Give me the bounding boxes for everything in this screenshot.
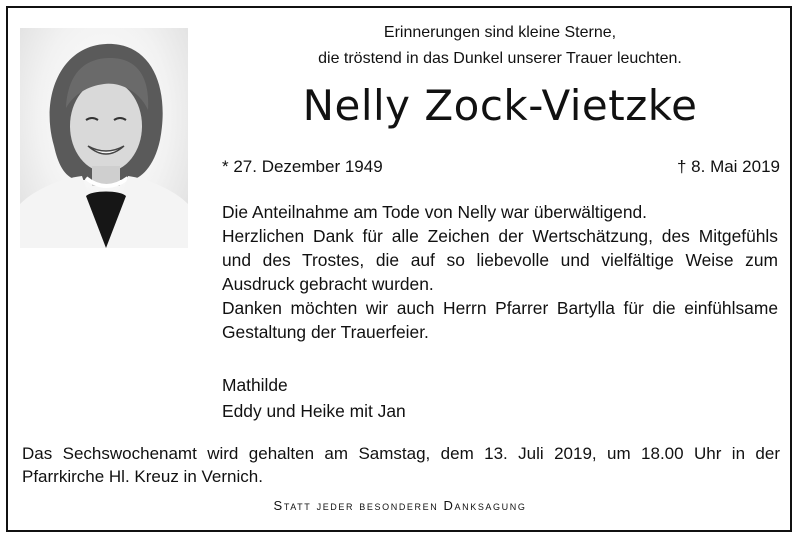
signatory-1: Mathilde	[222, 375, 288, 395]
signatory-2: Eddy und Heike mit Jan	[222, 401, 406, 421]
mass-notice: Das Sechswochenamt wird gehalten am Samstag, dem 13. Juli 2019, um 18.00 Uhr in der Pfarrkirche Hl. Kreuz in Vernich.	[22, 444, 780, 486]
death-date: † 8. Mai 2019	[676, 157, 780, 176]
birth-date: * 27. Dezember 1949	[222, 157, 383, 176]
thank-you-text	[222, 200, 778, 344]
paragraph-1: Die Anteilnahme am Tode von Nelly war überwältigend.	[222, 202, 648, 222]
memorial-quote	[220, 20, 780, 72]
closing-line: Statt jeder besonderen Danksagung	[273, 498, 527, 513]
portrait-photo	[20, 28, 188, 248]
portrait-illustration	[20, 28, 188, 248]
paragraph-2: Herzlichen Dank für alle Zeichen der Wertschätzung, des Mitgefühls und des Trostes, die auf so liebevolle und vielfältige Weise zum Ausdruck gebracht wurden.	[222, 226, 778, 294]
signatories	[222, 372, 406, 424]
quote-line-1: Erinnerungen sind kleine Sterne,	[383, 24, 617, 41]
deceased-name: Nelly Zock-Vietzke	[302, 81, 698, 130]
paragraph-3: Danken möchten wir auch Herrn Pfarrer Bartylla für die einfühlsame Gestaltung der Trauerfeier.	[222, 298, 778, 342]
quote-line-2: die tröstend in das Dunkel unserer Trauer leuchten.	[318, 50, 682, 67]
